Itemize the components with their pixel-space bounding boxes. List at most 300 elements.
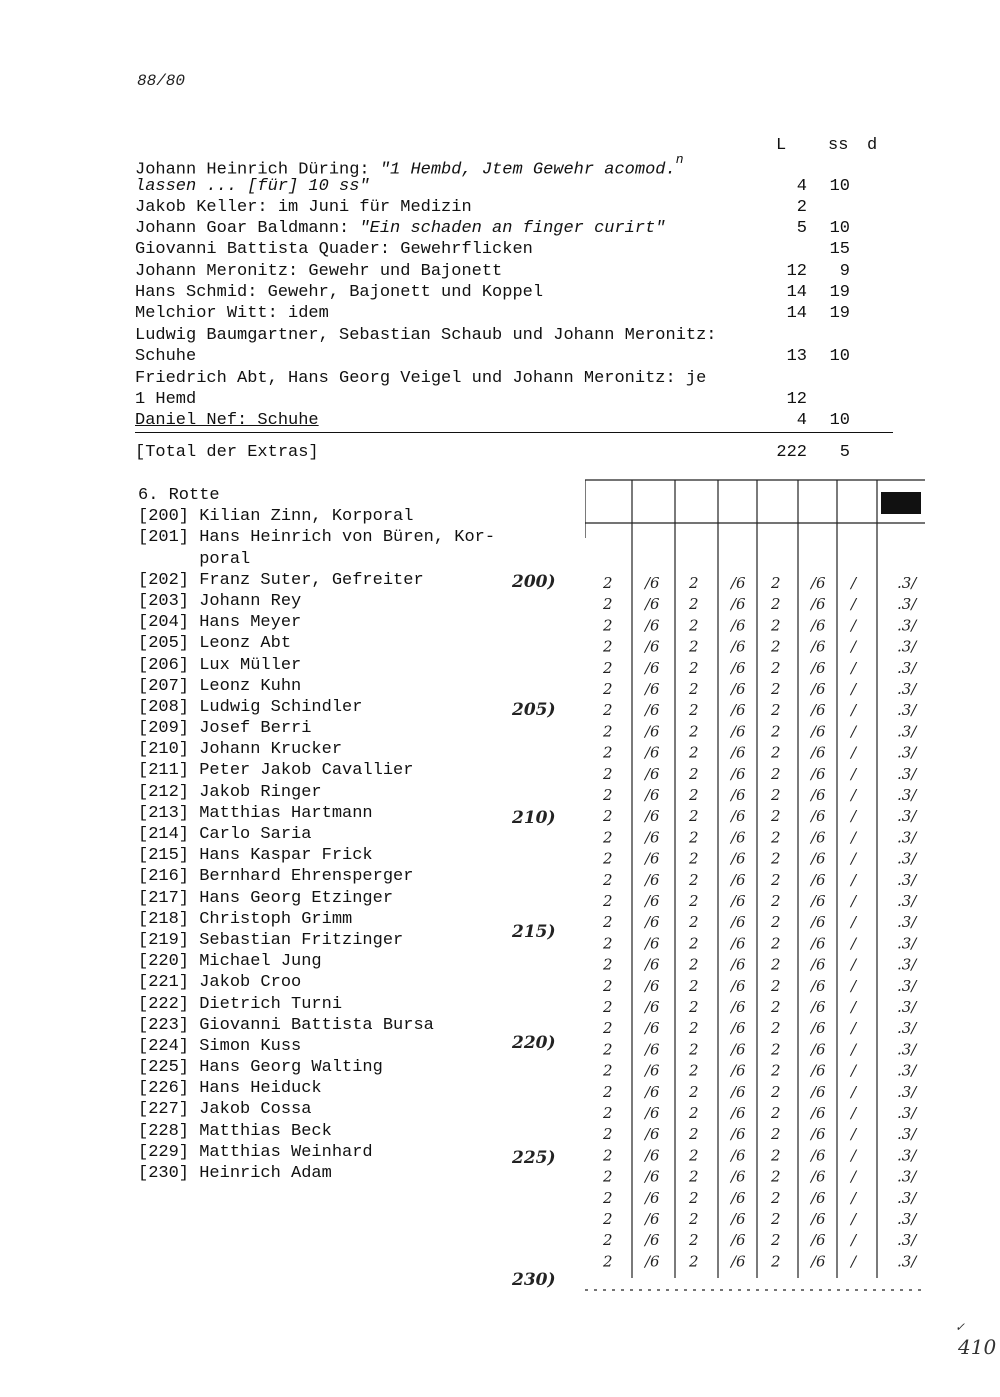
tally-glyph: /6 <box>811 976 826 995</box>
tally-glyph: .3/ <box>897 701 917 720</box>
tally-glyph: /6 <box>645 1061 660 1080</box>
tally-glyph: 2 <box>771 701 781 720</box>
tally-glyph: 2 <box>771 955 781 974</box>
tally-glyph: /6 <box>645 807 660 826</box>
margin-mark: 205) <box>512 700 556 720</box>
tally-glyph: 2 <box>689 955 699 974</box>
tally-glyph: /6 <box>731 1188 746 1207</box>
tally-glyph: 2 <box>689 892 699 910</box>
tally-glyph: 2 <box>689 1104 699 1122</box>
tally-glyph: .3/ <box>897 870 917 889</box>
tally-glyph: .3/ <box>897 616 917 635</box>
tally-glyph: / <box>851 722 857 741</box>
roster-item: [228] Matthias Beck <box>138 1121 332 1141</box>
tally-glyph: .3/ <box>897 722 917 741</box>
tally-glyph: /6 <box>811 1061 826 1080</box>
tally-glyph: 2 <box>771 976 781 995</box>
amount-l: 4 <box>796 411 807 430</box>
tally-glyph: 2 <box>771 807 781 826</box>
tally-glyph: 2 <box>689 807 699 826</box>
roster-item: [204] Hans Meyer <box>138 613 302 633</box>
tally-glyph: /6 <box>731 1252 746 1271</box>
tally-glyph: 2 <box>771 934 781 953</box>
tally-glyph: 2 <box>771 913 781 932</box>
amount-ss: 9 <box>839 262 850 281</box>
roster-item: [219] Sebastian Fritzinger <box>138 930 404 950</box>
roster-item: [226] Hans Heiduck <box>138 1079 322 1099</box>
tally-glyph: /6 <box>811 870 826 889</box>
tally-glyph: / <box>851 1061 857 1080</box>
tally-glyph: 2 <box>689 680 699 698</box>
tally-glyph: .3/ <box>897 998 917 1016</box>
tally-glyph: .3/ <box>897 658 917 677</box>
tally-glyph: 2 <box>603 1019 613 1038</box>
entry-line: Johann Heinrich Düring: "1 Hembd, Jtem Gewehr acomod.$^n$ <box>135 152 684 180</box>
tally-glyph: 2 <box>603 1210 613 1228</box>
tally-glyph: /6 <box>811 658 826 677</box>
tally-glyph: /6 <box>731 637 746 656</box>
tally-glyph: /6 <box>811 1082 826 1101</box>
tally-glyph: 2 <box>603 870 613 889</box>
tally-glyph: 2 <box>689 637 699 656</box>
tally-glyph: /6 <box>811 722 826 741</box>
tally-glyph: /6 <box>731 595 746 614</box>
tally-glyph: /6 <box>645 1104 660 1122</box>
tally-glyph: .3/ <box>897 595 917 614</box>
tally-glyph: 2 <box>689 1040 699 1059</box>
tally-glyph: .3/ <box>897 637 917 656</box>
tally-glyph: / <box>851 892 857 910</box>
tally-glyph: 2 <box>689 828 699 847</box>
roster-item: [220] Michael Jung <box>138 952 322 972</box>
tally-glyph: 2 <box>689 701 699 720</box>
tally-glyph: .3/ <box>897 1231 917 1250</box>
tally-glyph: /6 <box>645 595 660 614</box>
tally-glyph: /6 <box>645 1188 660 1207</box>
amount-ss: 10 <box>829 177 850 196</box>
tally-glyph: /6 <box>811 1252 826 1271</box>
amount-ss: 19 <box>829 304 850 323</box>
tally-glyph: /6 <box>731 828 746 847</box>
amount-l: 12 <box>786 390 807 409</box>
tally-glyph: 2 <box>771 1061 781 1080</box>
tally-glyph: 2 <box>771 1188 781 1207</box>
tally-glyph: 2 <box>689 786 699 804</box>
tally-glyph: / <box>851 701 857 720</box>
tally-glyph: / <box>851 680 857 698</box>
tally-glyph: / <box>851 1040 857 1059</box>
tally-glyph: .3/ <box>897 849 917 868</box>
tally-glyph: /6 <box>645 849 660 868</box>
tally-glyph: /6 <box>731 976 746 995</box>
tally-glyph: /6 <box>811 701 826 720</box>
tally-glyph: / <box>851 1252 857 1271</box>
page-reference: 88/80 <box>137 72 186 90</box>
tally-glyph: /6 <box>811 998 826 1016</box>
tally-glyph: /6 <box>645 616 660 635</box>
tally-glyph: .3/ <box>897 955 917 974</box>
tally-glyph: 2 <box>771 764 781 783</box>
entry-line: Jakob Keller: im Juni für Medizin <box>135 198 472 217</box>
tally-glyph: .3/ <box>897 892 917 910</box>
margin-mark: 210) <box>512 808 556 828</box>
roster-item: [215] Hans Kaspar Frick <box>138 846 373 866</box>
tally-glyph: /6 <box>731 955 746 974</box>
tally-glyph: 2 <box>689 849 699 868</box>
amount-l: 13 <box>786 347 807 366</box>
tally-glyph: / <box>851 1188 857 1207</box>
tally-glyph: 2 <box>771 574 781 592</box>
tally-glyph: 2 <box>771 849 781 868</box>
tally-glyph: /6 <box>811 934 826 953</box>
tally-glyph: 2 <box>689 1252 699 1271</box>
tally-glyph: /6 <box>811 807 826 826</box>
tally-glyph: 2 <box>689 1188 699 1207</box>
tally-glyph: /6 <box>645 934 660 953</box>
tally-glyph: 2 <box>771 1125 781 1144</box>
tally-glyph: 2 <box>771 1210 781 1228</box>
tally-glyph: /6 <box>645 680 660 698</box>
amount-l: 4 <box>796 177 807 196</box>
margin-mark: 230) <box>512 1270 556 1290</box>
roster-item: [214] Carlo Saria <box>138 825 312 844</box>
tally-glyph: /6 <box>731 658 746 677</box>
tally-glyph: /6 <box>811 1019 826 1038</box>
amount-ss: 15 <box>829 240 850 259</box>
tally-glyph: /6 <box>731 892 746 910</box>
tally-glyph: /6 <box>731 743 746 762</box>
tally-glyph: 2 <box>603 828 613 847</box>
tally-glyph: /6 <box>811 1146 826 1165</box>
tally-glyph: .3/ <box>897 807 917 826</box>
margin-mark: 225) <box>512 1148 556 1168</box>
tally-glyph: 2 <box>689 595 699 614</box>
tally-glyph: /6 <box>731 1061 746 1080</box>
tally-glyph: 2 <box>689 764 699 783</box>
tally-glyph: 2 <box>771 722 781 741</box>
tally-glyph: /6 <box>731 1125 746 1144</box>
tally-glyph: /6 <box>731 870 746 889</box>
tally-glyph: / <box>851 574 857 592</box>
tally-glyph: 2 <box>689 1019 699 1038</box>
folio-number: 410 <box>958 1335 997 1359</box>
tally-glyph: /6 <box>731 1210 746 1228</box>
amount-ss: 10 <box>829 347 850 366</box>
roster-item: [211] Peter Jakob Cavallier <box>138 761 414 781</box>
tally-glyph: 2 <box>771 680 781 698</box>
column-header-d: d <box>867 136 878 155</box>
tally-glyph: /6 <box>811 1104 826 1122</box>
rotte-title: 6. Rotte <box>138 486 220 505</box>
roster-item: [221] Jakob Croo <box>138 973 302 993</box>
entry-line: Johann Meronitz: Gewehr und Bajonett <box>135 262 503 281</box>
tally-glyph: /6 <box>731 1082 746 1101</box>
column-header-l: L <box>776 136 787 155</box>
amount-ss: 10 <box>829 411 850 430</box>
tally-glyph: /6 <box>645 1167 660 1186</box>
total-l: 222 <box>776 443 807 462</box>
tally-glyph: /6 <box>811 574 826 592</box>
roster-item: [201] Hans Heinrich von Büren, Kor- <box>138 528 496 548</box>
tally-glyph: / <box>851 976 857 995</box>
tally-glyph: /6 <box>645 870 660 889</box>
handwritten-tally-grid <box>585 478 925 1306</box>
tally-glyph: .3/ <box>897 1210 917 1228</box>
tally-glyph: / <box>851 1210 857 1228</box>
tally-glyph: /6 <box>645 1125 660 1144</box>
roster-item: [206] Lux Müller <box>138 655 302 675</box>
roster-item: [217] Hans Georg Etzinger <box>138 888 394 908</box>
tally-glyph: 2 <box>771 786 781 804</box>
tally-glyph: / <box>851 1082 857 1101</box>
tally-glyph: 2 <box>771 1040 781 1059</box>
tally-glyph: .3/ <box>897 1188 917 1207</box>
tally-glyph: /6 <box>811 955 826 974</box>
tally-glyph: .3/ <box>897 1146 917 1165</box>
tally-glyph: /6 <box>811 680 826 698</box>
tally-glyph: 2 <box>603 849 613 868</box>
tally-glyph: /6 <box>645 637 660 656</box>
tally-glyph: 2 <box>689 870 699 889</box>
tally-glyph: 2 <box>603 1040 613 1059</box>
tally-glyph: 2 <box>689 1082 699 1101</box>
entry-line: Johann Goar Baldmann: "Ein schaden an finger curirt" <box>135 219 666 238</box>
tally-glyph: /6 <box>645 955 660 974</box>
roster-item: [203] Johann Rey <box>138 591 302 611</box>
tally-glyph: 2 <box>603 1167 613 1186</box>
tally-glyph: /6 <box>645 892 660 910</box>
amount-l: 5 <box>796 219 807 238</box>
tally-glyph: /6 <box>731 574 746 592</box>
tally-glyph: /6 <box>811 743 826 762</box>
roster-item: [209] Josef Berri <box>138 719 312 739</box>
tally-glyph: / <box>851 870 857 889</box>
tally-glyph: 2 <box>689 998 699 1016</box>
tally-glyph: .3/ <box>897 1019 917 1038</box>
amount-ss: 10 <box>829 219 850 238</box>
tally-glyph: / <box>851 1167 857 1186</box>
tally-glyph: 2 <box>689 1125 699 1144</box>
roster-item: [224] Simon Kuss <box>138 1036 302 1056</box>
tally-glyph: 2 <box>771 1104 781 1122</box>
tally-glyph: 2 <box>603 764 613 783</box>
roster-item: [222] Dietrich Turni <box>138 994 343 1014</box>
tally-glyph: /6 <box>645 1252 660 1271</box>
roster-item: [212] Jakob Ringer <box>138 782 322 802</box>
tally-glyph: 2 <box>689 574 699 592</box>
tally-glyph: 2 <box>689 658 699 677</box>
roster-item: [213] Matthias Hartmann <box>138 803 373 823</box>
tally-glyph: / <box>851 786 857 804</box>
tally-glyph: / <box>851 807 857 826</box>
tally-glyph: /6 <box>811 616 826 635</box>
column-header-ss: ss <box>828 136 849 155</box>
tally-glyph: .3/ <box>897 976 917 995</box>
tally-glyph: .3/ <box>897 1252 917 1271</box>
roster-item: [200] Kilian Zinn, Korporal <box>138 507 414 527</box>
tally-glyph: /6 <box>645 701 660 720</box>
tally-glyph: /6 <box>811 1210 826 1228</box>
tally-glyph: /6 <box>731 722 746 741</box>
tally-glyph: 2 <box>689 1167 699 1186</box>
tally-glyph: 2 <box>771 892 781 910</box>
tally-glyph: 2 <box>603 786 613 804</box>
total-rule <box>135 432 893 433</box>
amount-ss: 19 <box>829 283 850 302</box>
entry-line: 1 Hemd <box>135 390 197 409</box>
tally-glyph: 2 <box>603 976 613 995</box>
tally-glyph: / <box>851 595 857 614</box>
tally-glyph: 2 <box>603 1061 613 1080</box>
roster-item: [225] Hans Georg Walting <box>138 1058 383 1078</box>
tally-glyph: .3/ <box>897 1061 917 1080</box>
tally-glyph: / <box>851 828 857 847</box>
tally-glyph: .3/ <box>897 1040 917 1059</box>
tally-glyph: 2 <box>603 807 613 826</box>
roster-item: [227] Jakob Cossa <box>138 1100 312 1120</box>
tally-glyph: 2 <box>771 743 781 762</box>
tally-glyph: /6 <box>731 1019 746 1038</box>
tally-glyph: 2 <box>771 1146 781 1165</box>
entry-line: Melchior Witt: idem <box>135 304 329 323</box>
tally-glyph: 2 <box>603 913 613 932</box>
amount-l: 14 <box>786 283 807 302</box>
rotte-roster <box>138 485 495 1184</box>
tally-glyph: / <box>851 1019 857 1038</box>
entry-line: Daniel Nef: Schuhe <box>135 411 319 430</box>
margin-mark: 215) <box>512 922 556 942</box>
tally-glyph: / <box>851 1104 857 1122</box>
tally-glyph: 2 <box>689 1210 699 1228</box>
margin-mark: 220) <box>512 1033 556 1053</box>
tally-glyph: 2 <box>771 1231 781 1250</box>
tally-glyph: /6 <box>645 1146 660 1165</box>
tally-glyph: /6 <box>731 680 746 698</box>
tally-glyph: 2 <box>603 637 613 656</box>
tally-glyph: 2 <box>689 616 699 635</box>
entry-line: Ludwig Baumgartner, Sebastian Schaub und Johann Meronitz: <box>135 326 717 345</box>
tally-glyph: /6 <box>645 1019 660 1038</box>
tally-glyph: .3/ <box>897 913 917 932</box>
tally-glyph: /6 <box>811 1188 826 1207</box>
entry-line: Friedrich Abt, Hans Georg Veigel und Johann Meronitz: je <box>135 369 707 388</box>
tally-glyph: 2 <box>689 934 699 953</box>
tally-glyph: /6 <box>645 764 660 783</box>
tally-glyph: /6 <box>645 998 660 1016</box>
roster-item: [205] Leonz Abt <box>138 634 292 654</box>
tally-glyph: 2 <box>603 1125 613 1144</box>
roster-item: [202] Franz Suter, Gefreiter <box>138 570 424 590</box>
tally-glyph: /6 <box>811 913 826 932</box>
total-label: [Total der Extras] <box>135 443 319 462</box>
tally-glyph: 2 <box>689 743 699 762</box>
roster-item: [223] Giovanni Battista Bursa <box>138 1015 434 1035</box>
tally-glyph: 2 <box>689 722 699 741</box>
tally-glyph: .3/ <box>897 764 917 783</box>
tally-glyph: / <box>851 955 857 974</box>
tally-glyph: /6 <box>731 998 746 1016</box>
tally-glyph: /6 <box>645 976 660 995</box>
tally-glyph: 2 <box>603 680 613 698</box>
amount-l: 2 <box>796 198 807 217</box>
tally-glyph: 2 <box>771 870 781 889</box>
tally-glyph: / <box>851 658 857 677</box>
tally-glyph: /6 <box>645 1210 660 1228</box>
tally-glyph: / <box>851 1125 857 1144</box>
tally-glyph: 2 <box>603 955 613 974</box>
tally-glyph: / <box>851 849 857 868</box>
roster-item: [230] Heinrich Adam <box>138 1164 332 1183</box>
amount-l: 12 <box>786 262 807 281</box>
tally-glyph: 2 <box>603 892 613 910</box>
tally-glyph: 2 <box>771 595 781 614</box>
tally-glyph: 2 <box>689 1231 699 1250</box>
tally-glyph: /6 <box>731 913 746 932</box>
roster-item: [218] Christoph Grimm <box>138 909 353 929</box>
entry-line: lassen ... [für] 10 ss" <box>135 177 370 196</box>
tally-glyph: .3/ <box>897 743 917 762</box>
tally-glyph: / <box>851 743 857 762</box>
roster-item: [229] Matthias Weinhard <box>138 1142 373 1162</box>
tally-glyph: / <box>851 1231 857 1250</box>
tally-glyph: .3/ <box>897 680 917 698</box>
tally-glyph: / <box>851 764 857 783</box>
tally-glyph: /6 <box>811 892 826 910</box>
tally-glyph: 2 <box>603 1104 613 1122</box>
tally-glyph: 2 <box>771 1167 781 1186</box>
entry-line: Giovanni Battista Quader: Gewehrflicken <box>135 240 533 259</box>
tally-glyph: / <box>851 616 857 635</box>
tally-glyph: .3/ <box>897 934 917 953</box>
tally-glyph: / <box>851 637 857 656</box>
tally-glyph: /6 <box>645 1040 660 1059</box>
tally-glyph: 2 <box>689 1061 699 1080</box>
roster-item: [210] Johann Krucker <box>138 740 343 760</box>
total-ss: 5 <box>839 443 850 462</box>
tally-glyph: 2 <box>603 701 613 720</box>
tally-glyph: .3/ <box>897 1167 917 1186</box>
tally-glyph: /6 <box>811 764 826 783</box>
roster-item: [207] Leonz Kuhn <box>138 676 302 696</box>
tally-glyph: /6 <box>645 743 660 762</box>
tally-glyph: 2 <box>603 934 613 953</box>
roster-item: [216] Bernhard Ehrensperger <box>138 867 414 887</box>
tally-glyph: /6 <box>731 1146 746 1165</box>
tally-glyph: 2 <box>603 722 613 741</box>
tally-glyph: 2 <box>771 637 781 656</box>
tally-glyph: /6 <box>645 574 660 592</box>
tally-glyph: /6 <box>731 1167 746 1186</box>
tally-glyph: 2 <box>603 1082 613 1101</box>
tally-glyph: .3/ <box>897 1082 917 1101</box>
tally-glyph: 2 <box>689 976 699 995</box>
tally-glyph: /6 <box>811 786 826 804</box>
tally-glyph: .3/ <box>897 828 917 847</box>
tally-glyph: /6 <box>811 595 826 614</box>
tally-glyph: 2 <box>771 1082 781 1101</box>
tally-glyph: 2 <box>771 998 781 1016</box>
tally-glyph: .3/ <box>897 574 917 592</box>
tally-glyph: .3/ <box>897 1104 917 1122</box>
tally-glyph: /6 <box>811 1040 826 1059</box>
tally-glyph: 2 <box>689 1146 699 1165</box>
tally-glyph: 2 <box>771 616 781 635</box>
tally-glyph: /6 <box>811 1125 826 1144</box>
tally-glyph: /6 <box>645 913 660 932</box>
amount-l: 14 <box>786 304 807 323</box>
tally-glyph: /6 <box>731 934 746 953</box>
tally-glyph: /6 <box>645 786 660 804</box>
